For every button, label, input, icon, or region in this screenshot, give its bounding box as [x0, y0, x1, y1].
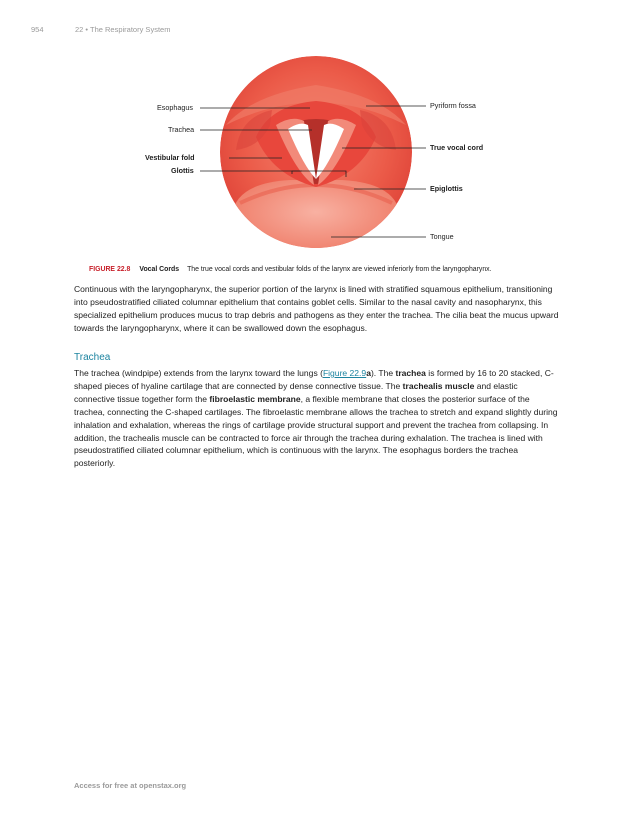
figure-caption-text: The true vocal cords and vestibular folds of the larynx are viewed inferiorly from the laryngopharynx.	[187, 266, 492, 273]
label-trachea: Trachea	[168, 125, 195, 134]
label-tongue: Tongue	[430, 232, 454, 241]
figure-22-9-link[interactable]: Figure 22.9	[322, 368, 367, 378]
term-fibroelastic-membrane: fibroelastic membrane	[209, 393, 301, 404]
page-number: 954	[31, 25, 44, 34]
text-run: , a flexible membrane that closes the posterior surface of the trachea, connecting the C-shaped cartilages. The fibroelastic membrane allows the trachea to stretch and expand slightly during inhalation and exhalation, whereas the rings of cartilage provide structural support and prevent the trachea from collapsing. In addition, the trachealis muscle can be contracted to force air through the trachea during exhalation. The trachea is lined with pseudostratified ciliated columnar epithelium, which is continuous with the larynx. The esophagus borders the trachea posteriorly.	[74, 393, 558, 469]
text-run-bold: a	[366, 368, 371, 378]
figure-number: FIGURE 22.8	[89, 266, 131, 273]
term-trachealis-muscle: trachealis muscle	[402, 380, 475, 391]
section-heading-trachea: Trachea	[74, 352, 111, 363]
text-run: ). The	[370, 368, 396, 378]
term-trachea: trachea	[395, 368, 426, 378]
figure-title: Vocal Cords	[139, 266, 180, 273]
figure-caption	[89, 266, 492, 273]
figure-vocal-cords	[0, 55, 630, 265]
label-esophagus: Esophagus	[157, 103, 193, 112]
label-true-vocal-cord: True vocal cord	[430, 143, 484, 152]
text-run: is formed by 16 to 20 stacked, C-shaped pieces of hyaline cartilage that are connected by dense connective tissue. The	[74, 368, 554, 391]
label-pyriform-fossa: Pyriform fossa	[430, 101, 476, 110]
text-run: The trachea (windpipe) extends from the larynx toward the lungs (	[74, 368, 323, 378]
vocal-cords-illustration	[0, 55, 630, 265]
paragraph-trachea	[74, 367, 560, 470]
page-footer: Access for free at openstax.org	[74, 781, 187, 790]
chapter-title: 22 • The Respiratory System	[75, 25, 171, 34]
label-glottis: Glottis	[171, 166, 194, 175]
paragraph-larynx-epithelium: Continuous with the laryngopharynx, the superior portion of the larynx is lined with stratified squamous epithelium, transitioning into pseudostratified ciliated columnar epithelium that contains goblet cells. Similar to the nasal cavity and nasopharynx, this specialized epithelium produces mucus to trap debris and pathogens as they enter the trachea. The cilia beat the mucus upward towards the laryngopharynx, where it can be swallowed down the esophagus.	[74, 284, 559, 333]
label-epiglottis: Epiglottis	[430, 184, 463, 193]
label-vestibular-fold: Vestibular fold	[145, 153, 195, 162]
text-run: and elastic connective tissue together form the	[74, 380, 518, 404]
